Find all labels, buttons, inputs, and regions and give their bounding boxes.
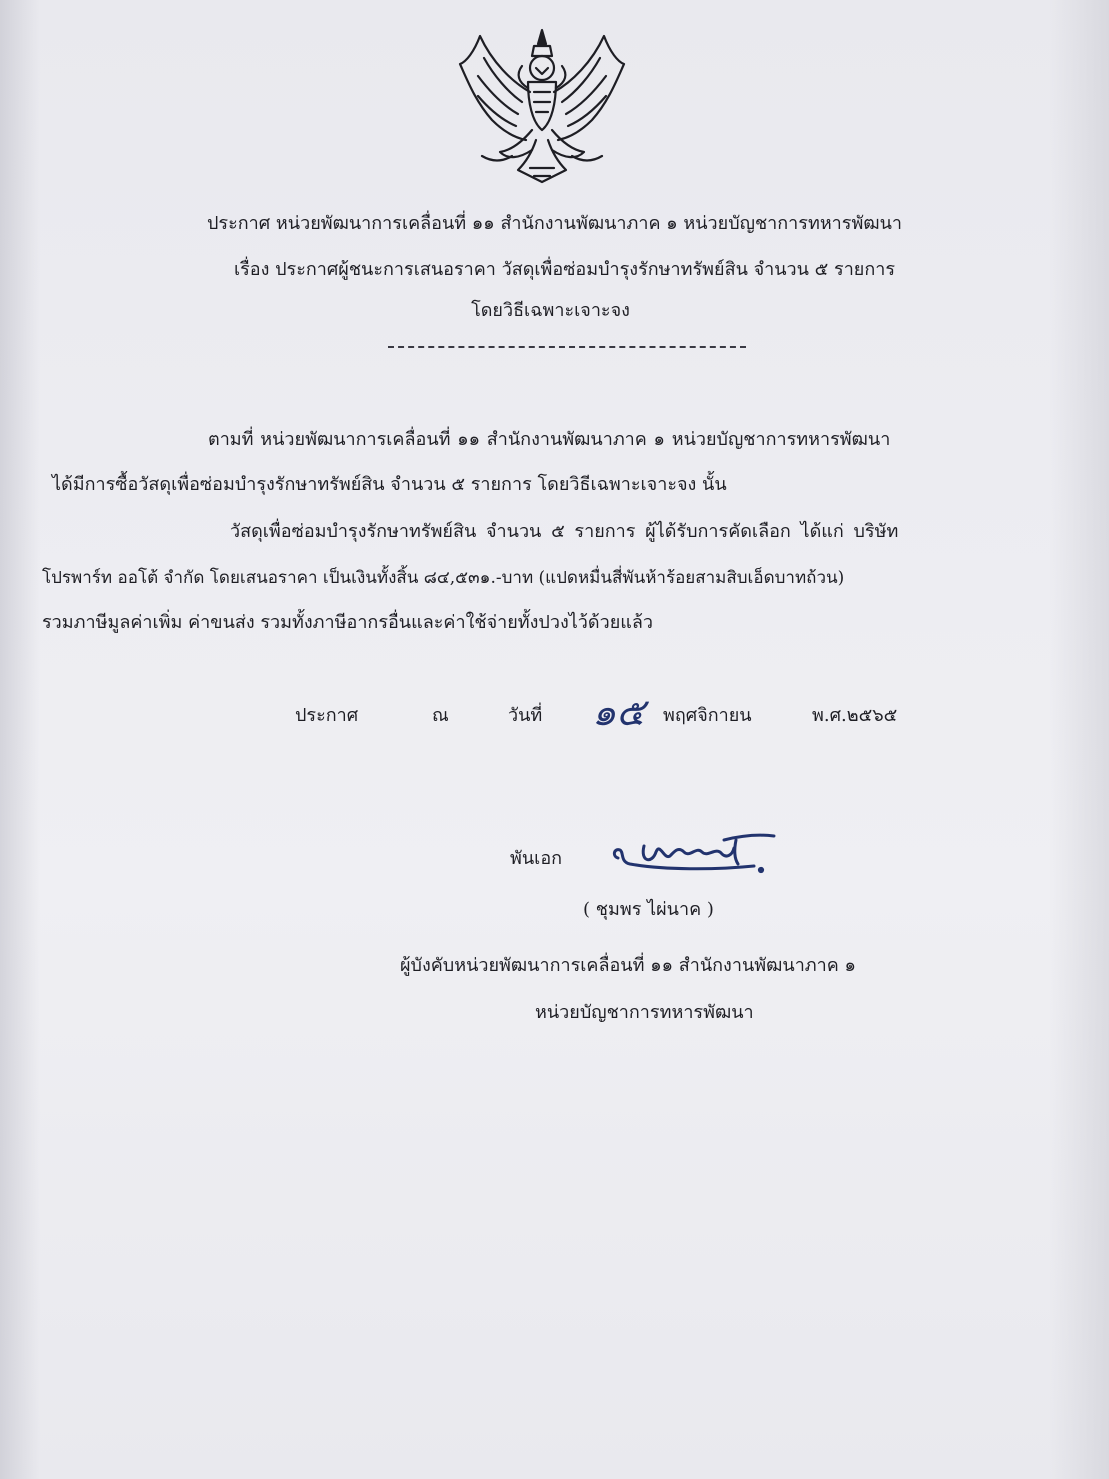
garuda-emblem-icon [452, 22, 632, 187]
paragraph-2-line-1: วัสดุเพื่อซ่อมบำรุงรักษาทรัพย์สิน จำนวน ๕ รายการ ผู้ได้รับการคัดเลือก ได้แก่ บริษัท [230, 521, 899, 542]
date-announce-label: ประกาศ [295, 705, 359, 726]
header-divider [388, 346, 746, 348]
date-at-label: ณ [432, 705, 449, 726]
handwritten-signature-icon [604, 826, 780, 880]
announcement-method: โดยวิธีเฉพาะเจาะจง [471, 300, 630, 321]
announcement-title: ประกาศ หน่วยพัฒนาการเคลื่อนที่ ๑๑ สำนักงานพัฒนาภาค ๑ หน่วยบัญชาการทหารพัฒนา [207, 213, 902, 234]
signer-position-line-1: ผู้บังคับหน่วยพัฒนาการเคลื่อนที่ ๑๑ สำนักงานพัฒนาภาค ๑ [400, 955, 856, 976]
announcement-subject: เรื่อง ประกาศผู้ชนะการเสนอราคา วัสดุเพื่อซ่อมบำรุงรักษาทรัพย์สิน จำนวน ๕ รายการ [233, 259, 896, 280]
paragraph-2-line-2: โปรพาร์ท ออโต้ จำกัด โดยเสนอราคา เป็นเงินทั้งสิ้น ๘๔,๕๓๑.-บาท (แปดหมื่นสี่พันห้าร้อยสามสิบเอ็ดบาทถ้วน) [42, 568, 845, 588]
handwritten-day: ๑๕ [592, 690, 645, 734]
paragraph-1-line-2: ได้มีการซื้อวัสดุเพื่อซ่อมบำรุงรักษาทรัพย์สิน จำนวน ๕ รายการ โดยวิธีเฉพาะเจาะจง นั้น [52, 474, 727, 495]
date-day-label: วันที่ [508, 705, 543, 726]
date-month: พฤศจิกายน [663, 705, 752, 726]
paragraph-1-line-1: ตามที่ หน่วยพัฒนาการเคลื่อนที่ ๑๑ สำนักงานพัฒนาภาค ๑ หน่วยบัญชาการทหารพัฒนา [208, 429, 891, 450]
signer-name: ( ชุมพร ไผ่นาค ) [583, 899, 714, 920]
date-year: พ.ศ.๒๕๖๕ [812, 705, 898, 726]
signer-position-line-2: หน่วยบัญชาการทหารพัฒนา [535, 1002, 754, 1023]
paragraph-2-line-3: รวมภาษีมูลค่าเพิ่ม ค่าขนส่ง รวมทั้งภาษีอากรอื่นและค่าใช้จ่ายทั้งปวงไว้ด้วยแล้ว [42, 612, 653, 633]
signer-rank: พันเอก [510, 848, 563, 869]
